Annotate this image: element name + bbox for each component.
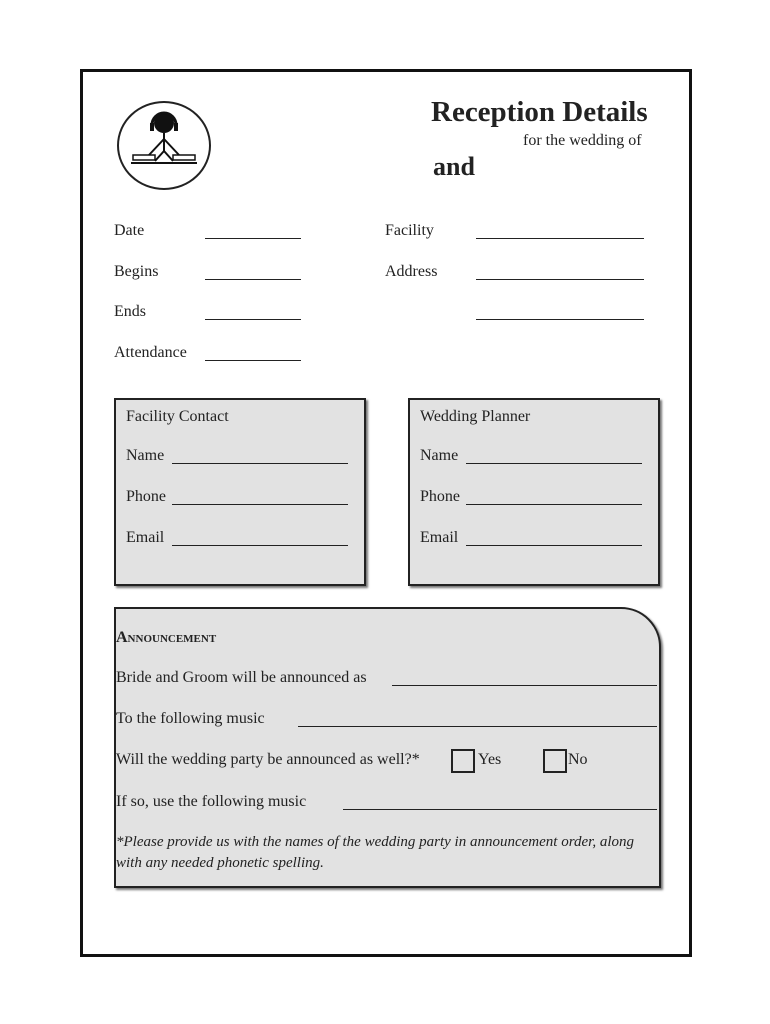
no-checkbox[interactable] bbox=[543, 749, 567, 773]
facility-contact-email-field[interactable] bbox=[172, 545, 348, 546]
facility-contact-name-label: Name bbox=[126, 447, 165, 464]
wedding-planner-phone-field[interactable] bbox=[466, 504, 642, 505]
attendance-field[interactable] bbox=[205, 360, 301, 361]
date-label: Date bbox=[114, 222, 145, 239]
address-field[interactable] bbox=[476, 279, 644, 280]
announcement-heading: Announcement bbox=[116, 629, 217, 646]
party-music-label: If so, use the following music bbox=[116, 793, 307, 810]
address-label: Address bbox=[385, 263, 438, 280]
facility-contact-phone-field[interactable] bbox=[172, 504, 348, 505]
no-label: No bbox=[568, 751, 588, 768]
address-field-line-2[interactable] bbox=[476, 319, 644, 320]
facility-contact-box bbox=[114, 398, 366, 586]
ends-label: Ends bbox=[114, 303, 146, 320]
wedding-planner-name-field[interactable] bbox=[466, 463, 642, 464]
music-label: To the following music bbox=[116, 710, 265, 727]
wedding-planner-heading: Wedding Planner bbox=[420, 408, 531, 425]
and-label: and bbox=[433, 152, 475, 181]
wedding-planner-email-label: Email bbox=[420, 529, 459, 546]
announcement-box bbox=[114, 607, 661, 888]
wedding-planner-phone-label: Phone bbox=[420, 488, 460, 505]
begins-label: Begins bbox=[114, 263, 159, 280]
facility-contact-phone-label: Phone bbox=[126, 488, 166, 505]
facility-contact-name-field[interactable] bbox=[172, 463, 348, 464]
facility-field[interactable] bbox=[476, 238, 644, 239]
date-field[interactable] bbox=[205, 238, 301, 239]
bride-groom-field[interactable] bbox=[392, 685, 657, 686]
page-subtitle: for the wedding of bbox=[523, 132, 642, 149]
ends-field[interactable] bbox=[205, 319, 301, 320]
wedding-planner-box bbox=[408, 398, 660, 586]
yes-checkbox[interactable] bbox=[451, 749, 475, 773]
wedding-planner-name-label: Name bbox=[420, 447, 459, 464]
music-field[interactable] bbox=[298, 726, 657, 727]
facility-contact-email-label: Email bbox=[126, 529, 165, 546]
facility-label: Facility bbox=[385, 222, 434, 239]
bride-groom-label: Bride and Groom will be announced as bbox=[116, 669, 367, 686]
begins-field[interactable] bbox=[205, 279, 301, 280]
dj-turntable-icon bbox=[117, 101, 211, 190]
facility-contact-heading: Facility Contact bbox=[126, 408, 229, 425]
wedding-planner-email-field[interactable] bbox=[466, 545, 642, 546]
form-page bbox=[80, 69, 692, 957]
page-title: Reception Details bbox=[431, 96, 648, 128]
yes-label: Yes bbox=[478, 751, 502, 768]
attendance-label: Attendance bbox=[114, 344, 187, 361]
party-music-field[interactable] bbox=[343, 809, 657, 810]
announcement-note: *Please provide us with the names of the wedding party in announcement order, along with any needed phonetic spelling. bbox=[116, 834, 634, 871]
party-question-label: Will the wedding party be announced as well?* bbox=[116, 751, 420, 768]
